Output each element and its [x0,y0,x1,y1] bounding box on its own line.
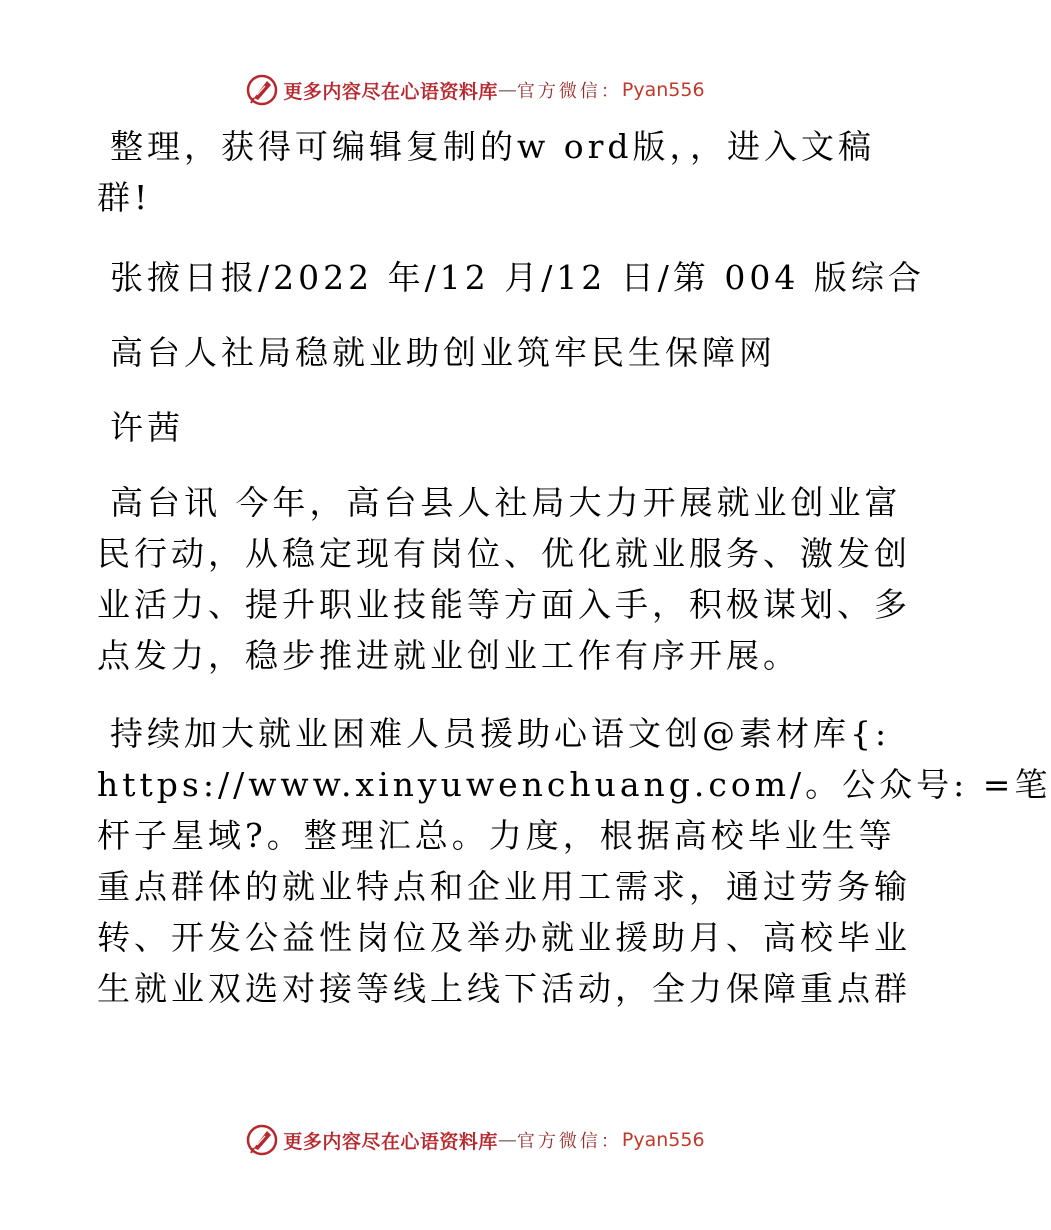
quill-pen-logo-icon [245,73,279,107]
footer-watermark-banner [0,1120,950,1160]
banner-official-label: 官方微信： [516,81,622,102]
paragraph-1 [97,477,911,681]
paragraph-line: 点发力，稳步推进就业创业工作有序开展。 [97,636,800,675]
header-watermark-banner [0,70,950,110]
paragraph-line: 业活力、提升职业技能等方面入手，积极谋划、多 [97,585,911,624]
banner-official-label: 官方微信： [516,1131,622,1152]
intro-line: 群! [97,178,152,217]
banner-main-text: 更多内容尽在心语资料库 [283,1130,498,1153]
paragraph-line: 高台讯 今年，高台县人社局大力开展就业创业富 [110,483,902,522]
intro-line: 整理，获得可编辑复制的w ord版，，进入文稿 [110,127,876,166]
headline-text: 高台人社局稳就业助创业筑牢民生保障网 [110,333,776,372]
paragraph-2 [97,708,1051,1014]
paragraph-line: 生就业双选对接等线上线下活动，全力保障重点群 [97,969,911,1008]
quill-pen-logo-icon [245,1123,279,1157]
paragraph-line: 重点群体的就业特点和企业用工需求，通过劳务输 [97,867,911,906]
paragraph-line: 持续加大就业困难人员援助心语文创@素材库{: [110,714,891,753]
author-byline [97,402,857,453]
source-text: 张掖日报/2022 年/12 月/12 日/第 004 版综合 [110,258,925,297]
page-title [97,327,857,378]
paragraph-line: 转、开发公益性岗位及举办就业援助月、高校毕业 [97,918,911,957]
source-line [97,252,925,303]
paragraph-line: 民行动，从稳定现有岗位、优化就业服务、激发创 [97,534,911,573]
banner-main-text: 更多内容尽在心语资料库 [283,80,498,103]
intro-note [97,121,876,223]
banner-separator: — [497,1129,517,1151]
banner-wechat-id: Pyan556 [621,79,705,101]
banner-separator: — [497,79,517,101]
paragraph-line: 杆子星域?。整理汇总。力度，根据高校毕业生等 [97,816,896,855]
banner-wechat-id: Pyan556 [621,1129,705,1151]
paragraph-line: https://www.xinyuwenchuang.com/。公众号: =笔 [97,765,1051,804]
author-text: 许茜 [110,408,184,447]
